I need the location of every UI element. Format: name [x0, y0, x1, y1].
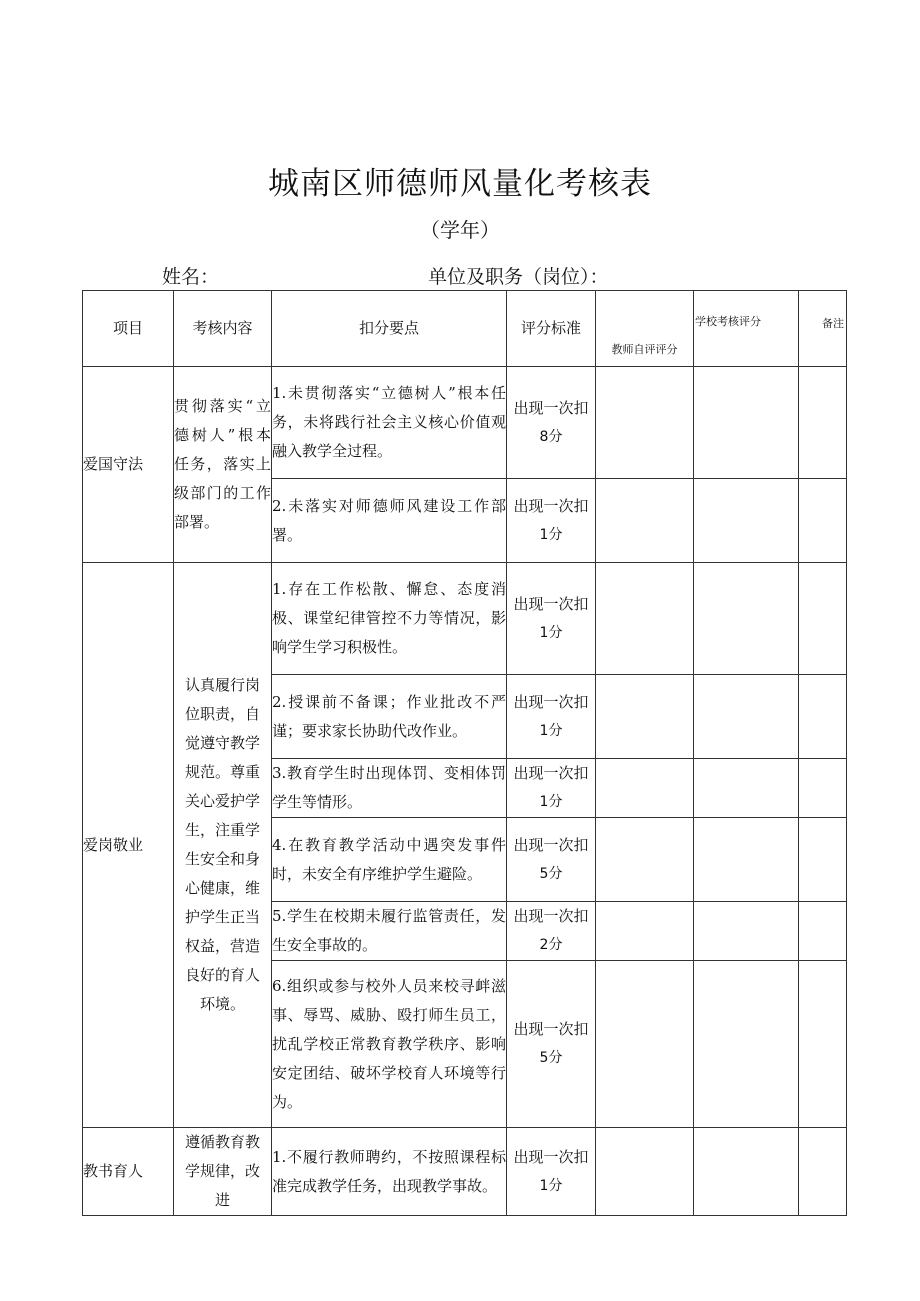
header-school-score: 学校考核评分	[694, 291, 799, 367]
deduct-value: 1分	[539, 1177, 563, 1194]
school-score-cell[interactable]	[694, 759, 799, 818]
self-score-cell[interactable]	[596, 675, 694, 759]
point-cell: 3.教育学生时出现体罚、变相体罚学生等情形。	[272, 759, 507, 818]
point-cell: 1.不履行教师聘约，不按照课程标准完成教学任务，出现教学事故。	[272, 1128, 507, 1216]
self-score-cell[interactable]	[596, 818, 694, 902]
school-score-cell[interactable]	[694, 818, 799, 902]
standard-cell	[507, 479, 596, 563]
deduct-value: 2分	[539, 937, 563, 953]
standard-text: 出现一次扣	[513, 1020, 589, 1038]
header-remark: 备注	[799, 291, 847, 367]
remark-cell[interactable]	[799, 367, 847, 479]
remark-cell[interactable]	[799, 961, 847, 1128]
point-cell: 6.组织或参与校外人员来校寻衅滋事、辱骂、威胁、殴打师生员工，扰乱学校正常教育教学秩序、影响安定团结、破坏学校育人环境等行为。	[272, 961, 507, 1128]
deduct-value: 1分	[539, 624, 563, 641]
school-score-cell[interactable]	[694, 902, 799, 961]
standard-cell	[507, 675, 596, 759]
header-standard: 评分标准	[507, 291, 596, 367]
assessment-table	[82, 290, 847, 1216]
deduct-value: 1分	[539, 526, 563, 543]
standard-text: 出现一次扣	[513, 1147, 589, 1166]
school-score-cell[interactable]	[694, 367, 799, 479]
remark-cell[interactable]	[799, 902, 847, 961]
school-score-cell[interactable]	[694, 479, 799, 563]
standard-cell	[507, 759, 596, 818]
school-score-cell[interactable]	[694, 961, 799, 1128]
remark-cell[interactable]	[799, 818, 847, 902]
page-subtitle: （学年）	[420, 218, 500, 242]
remark-cell[interactable]	[799, 563, 847, 675]
deduct-value: 5分	[539, 1050, 563, 1066]
content-cell: 认真履行岗位职责，自觉遵守教学规范。尊重关心爱护学生，注重学生安全和身心健康，维护学生正当权益，营造良好的育人环境。	[174, 563, 272, 1128]
self-score-cell[interactable]	[596, 759, 694, 818]
standard-cell	[507, 1128, 596, 1216]
school-score-cell[interactable]	[694, 563, 799, 675]
table-row	[83, 563, 847, 675]
deduct-value: 1分	[539, 794, 563, 810]
standard-text: 出现一次扣	[513, 907, 589, 925]
self-score-cell[interactable]	[596, 902, 694, 961]
remark-cell[interactable]	[799, 479, 847, 563]
point-cell: 5.学生在校期未履行监管责任，发生安全事故的。	[272, 902, 507, 961]
point-cell: 2.授课前不备课；作业批改不严谨；要求家长协助代改作业。	[272, 675, 507, 759]
category-cell: 教书育人	[83, 1128, 174, 1216]
header-project: 项目	[83, 291, 174, 367]
page-title: 城南区师德师风量化考核表	[268, 166, 652, 202]
self-score-cell[interactable]	[596, 1128, 694, 1216]
standard-text: 出现一次扣	[513, 594, 589, 613]
standard-text: 出现一次扣	[513, 398, 589, 417]
content-cell: 遵循教育教学规律，改进	[174, 1128, 272, 1216]
point-cell: 1.未贯彻落实“立德树人”根本任务，未将践行社会主义核心价值观融入教学全过程。	[272, 367, 507, 479]
remark-cell[interactable]	[799, 1128, 847, 1216]
table-row	[83, 367, 847, 479]
unit-position-field-label: 单位及职务（岗位）：	[428, 266, 609, 288]
standard-cell	[507, 902, 596, 961]
standard-text: 出现一次扣	[513, 764, 589, 782]
deduct-value: 1分	[539, 722, 563, 739]
standard-cell	[507, 367, 596, 479]
remark-cell[interactable]	[799, 759, 847, 818]
category-cell: 爱岗敬业	[83, 563, 174, 1128]
school-score-cell[interactable]	[694, 1128, 799, 1216]
standard-text: 出现一次扣	[513, 496, 589, 515]
name-field-label: 姓名：	[162, 266, 220, 288]
deduct-value: 5分	[539, 865, 563, 882]
standard-cell	[507, 563, 596, 675]
standard-cell	[507, 818, 596, 902]
header-row	[83, 291, 847, 367]
table-row	[83, 1128, 847, 1216]
header-points: 扣分要点	[272, 291, 507, 367]
school-score-cell[interactable]	[694, 675, 799, 759]
deduct-value: 8分	[539, 428, 563, 445]
category-cell: 爱国守法	[83, 367, 174, 563]
self-score-cell[interactable]	[596, 961, 694, 1128]
standard-text: 出现一次扣	[513, 835, 589, 854]
self-score-cell[interactable]	[596, 479, 694, 563]
standard-cell	[507, 961, 596, 1128]
self-score-cell[interactable]	[596, 367, 694, 479]
self-score-cell[interactable]	[596, 563, 694, 675]
point-cell: 2.未落实对师德师风建设工作部署。	[272, 479, 507, 563]
remark-cell[interactable]	[799, 675, 847, 759]
header-content: 考核内容	[174, 291, 272, 367]
content-cell: 贯彻落实“立德树人”根本任务，落实上级部门的工作部署。	[174, 367, 272, 563]
point-cell: 1.存在工作松散、懈怠、态度消极、课堂纪律管控不力等情况，影响学生学习积极性。	[272, 563, 507, 675]
standard-text: 出现一次扣	[513, 692, 589, 711]
point-cell: 4.在教育教学活动中遇突发事件时，未安全有序维护学生避险。	[272, 818, 507, 902]
header-self-score: 教师自评评分	[596, 291, 694, 367]
